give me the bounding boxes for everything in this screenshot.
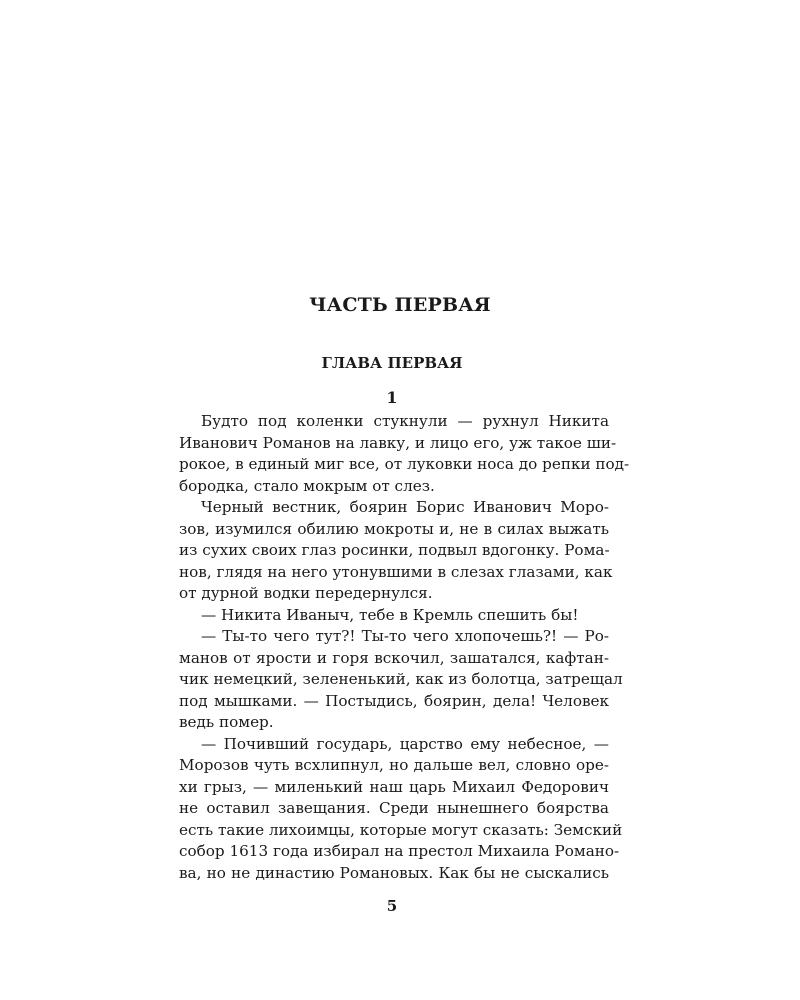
text-line: чик немецкий, зелененький, как из болотца, затрещал — [179, 670, 623, 688]
text-line: — Ты-то чего тут?! Ты-то чего хлопочешь?! — Ро- — [201, 627, 609, 645]
paragraph — [179, 734, 623, 885]
paragraph — [179, 497, 613, 605]
chapter-title: ГЛАВА ПЕРВАЯ — [321, 354, 463, 372]
text-line: хи грыз, — миленький наш царь Михаил Федорович — [179, 777, 609, 796]
text-line: от дурной водки передернулся. — [179, 584, 433, 602]
section-number: 1 — [386, 388, 398, 407]
text-line: — Почивший государь, царство ему небесное, — — [201, 734, 609, 753]
text-line: бородка, стало мокрым от слез. — [179, 476, 435, 495]
text-line: — Никита Иваныч, тебе в Кремль спешить бы! — [201, 605, 579, 624]
text-line: ведь помер. — [179, 713, 274, 731]
text-line: рокое, в единый миг все, от луковки носа до репки под- — [179, 455, 630, 473]
paragraph — [179, 626, 623, 734]
part-title: ЧАСТЬ ПЕРВАЯ — [309, 294, 491, 316]
text-line: не оставил завещания. Среди нынешнего боярства — [179, 799, 609, 817]
text-line: Будто под коленки стукнули — рухнул Никита — [201, 412, 609, 430]
text-line: из сухих своих глаз росинки, подвыл вдогонку. Рома- — [179, 541, 610, 559]
text-line: есть такие лихоимцы, которые могут сказать: Земский — [179, 820, 623, 839]
text-line: под мышками. — Постыдись, боярин, дела! Человек — [179, 691, 609, 710]
page-number: 5 — [386, 897, 398, 915]
paragraph — [179, 605, 609, 627]
body-text — [179, 411, 630, 884]
text-line: Черный вестник, боярин Борис Иванович Моро- — [201, 498, 609, 516]
text-line: нов, глядя на него утонувшими в слезах глазами, как — [179, 562, 613, 581]
text-line: Морозов чуть всхлипнул, но дальше вел, словно оре- — [179, 756, 609, 774]
text-line: манов от ярости и горя вскочил, зашатался, кафтан- — [179, 648, 609, 667]
text-line: собор 1613 года избирал на престол Михаила Романо- — [179, 842, 620, 860]
text-line: Иванович Романов на лавку, и лицо его, уж такое ши- — [179, 433, 617, 452]
paragraph — [179, 411, 630, 497]
text-line: ва, но не династию Романовых. Как бы не сыскались — [179, 863, 609, 882]
text-line: зов, изумился обилию мокроты и, не в силах выжать — [179, 519, 609, 538]
